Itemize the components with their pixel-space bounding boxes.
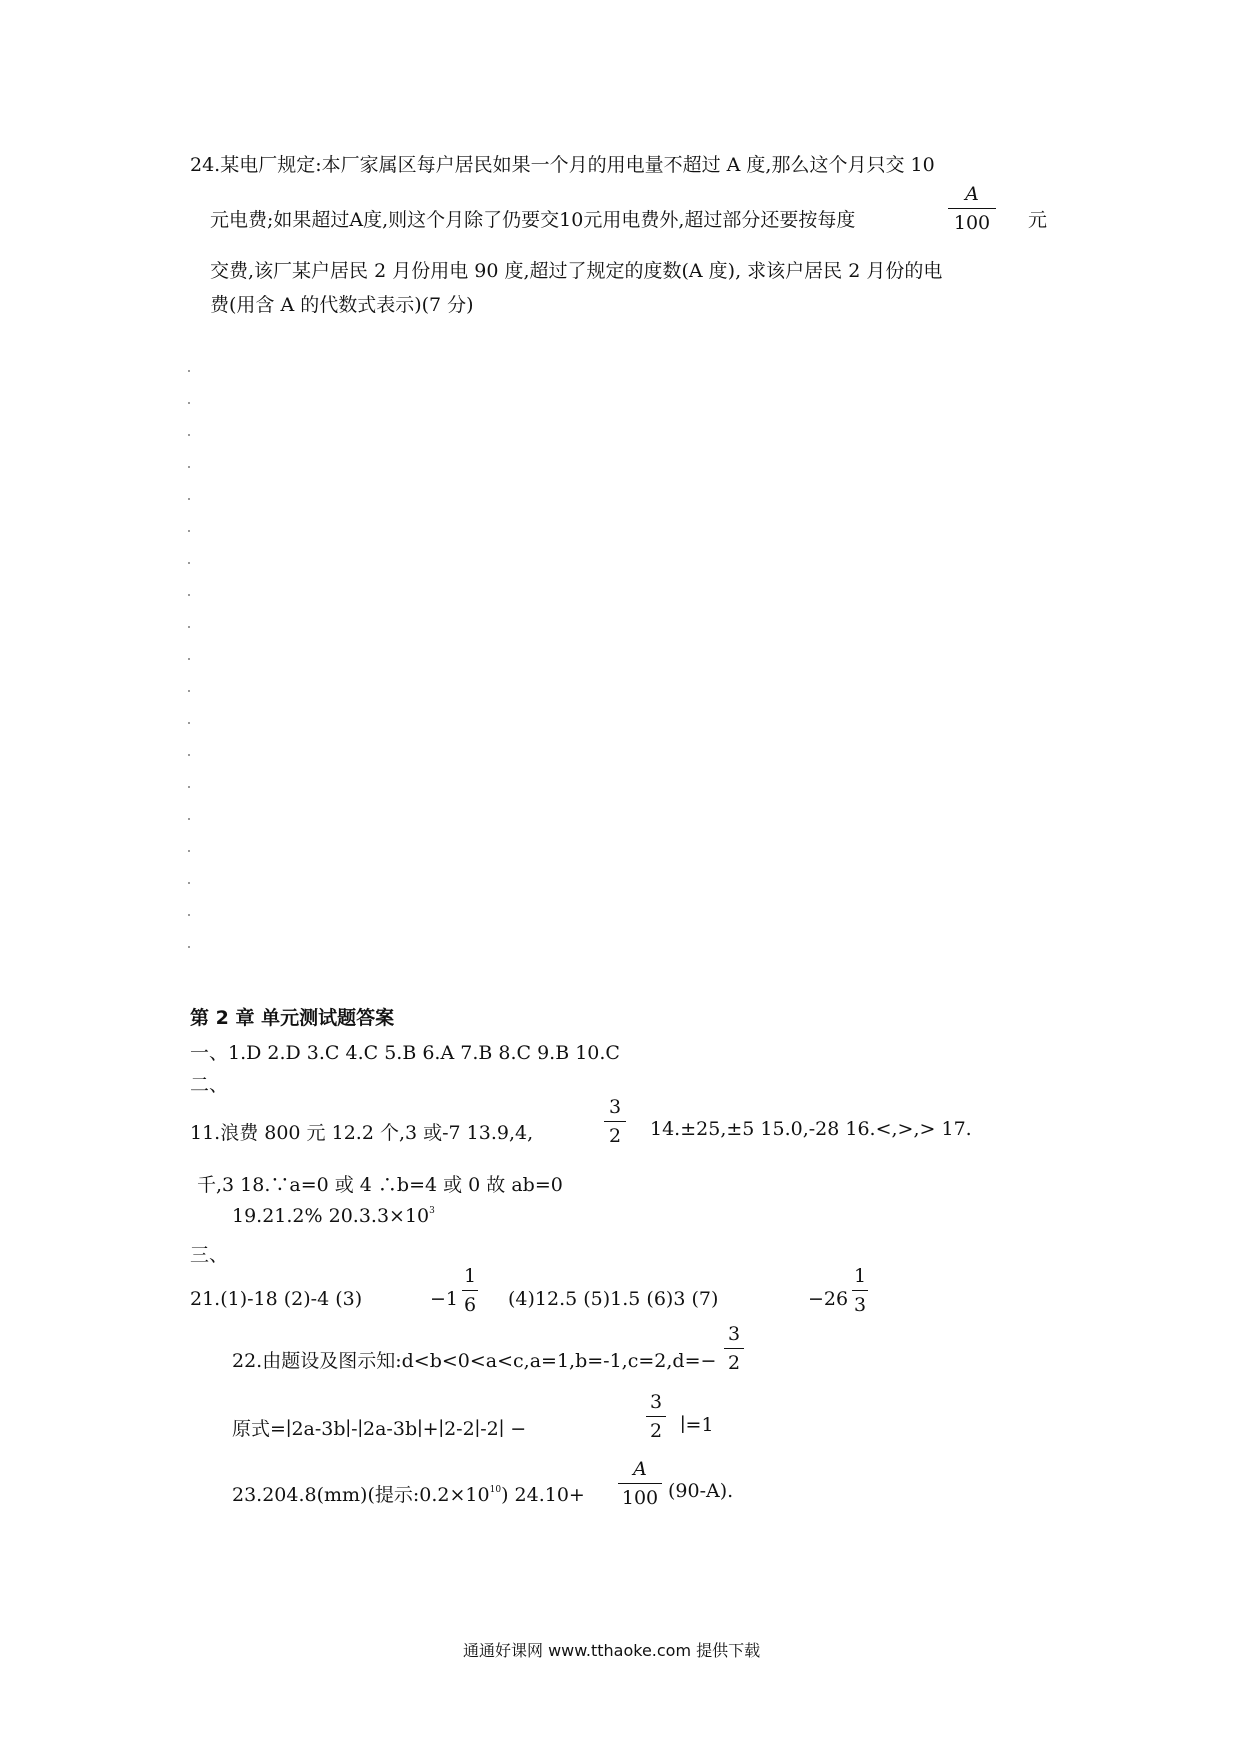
problem-24-fraction: [948, 181, 996, 236]
answers-line-22b-end: ∣=1: [680, 1414, 714, 1436]
fraction-bar: [462, 1290, 478, 1291]
problem-24-line-2-text: 元电费;如果超过A度,则这个月除了仍要交10元用电费外,超过部分还要按每度: [210, 209, 856, 231]
mixed-whole: −1: [430, 1288, 459, 1310]
answers-line-22a: 22.由题设及图示知:d<b<0<a<c,a=1,b=-1,c=2,d=−: [232, 1350, 717, 1372]
fraction-bar: [646, 1416, 666, 1417]
fraction-denominator: 6: [463, 1294, 477, 1316]
answers-line-11a: 11.浪费 800 元 12.2 个,3 或-7 13.9,4,: [190, 1122, 534, 1144]
problem-24-line-2: [210, 205, 855, 232]
answers-line-21b: (4)12.5 (5)1.5 (6)3 (7): [508, 1288, 719, 1310]
answers-line-24-start: ) 24.10+: [501, 1484, 585, 1506]
answers-line-23-text: 23.204.8(mm)(提示:0.2×10: [232, 1484, 490, 1506]
guide-dot: [188, 626, 190, 628]
answers-line-11b: 14.±25,±5 15.0,-28 16.<,>,> 17.: [650, 1118, 972, 1140]
fraction-denominator: 3: [853, 1294, 867, 1316]
minus-sign: −: [510, 1418, 527, 1440]
fraction-bar: [948, 208, 996, 209]
problem-24-unit: 元: [1028, 209, 1048, 231]
answers-line-12: 千,3 18.∵a=0 或 4 ∴b=4 或 0 故 ab=0: [197, 1174, 563, 1196]
answers-line-21a: 21.(1)-18 (2)-4 (3): [190, 1288, 363, 1310]
mixed-number-2-fraction: [852, 1263, 868, 1318]
fraction-numerator: 3: [649, 1391, 663, 1413]
guide-dot: [188, 818, 190, 820]
answers-part-2-label: 二、: [190, 1074, 229, 1096]
page-footer: 通通好课网 www.tthaoke.com 提供下载: [463, 1641, 761, 1660]
answer-13-fraction: [604, 1094, 626, 1149]
problem-24-line-1: 24.某电厂规定:本厂家属区每户居民如果一个月的用电量不超过 A 度,那么这个月只交 10: [190, 154, 935, 176]
fraction-numerator: 1: [853, 1265, 867, 1287]
guide-dot: [188, 594, 190, 596]
fraction-numerator: 3: [608, 1096, 622, 1118]
guide-dot: [188, 786, 190, 788]
answers-line-13: [232, 1205, 435, 1227]
fraction-denominator: 2: [608, 1125, 622, 1147]
mixed-number-1-fraction: [462, 1263, 478, 1318]
guide-dot: [188, 466, 190, 468]
fraction-bar: [618, 1483, 662, 1484]
guide-dot: [188, 754, 190, 756]
guide-dot: [188, 530, 190, 532]
fraction-bar: [724, 1348, 744, 1349]
fraction-bar: [852, 1290, 868, 1291]
fraction-numerator: 3: [727, 1323, 741, 1345]
guide-dot: [188, 882, 190, 884]
guide-dot: [188, 850, 190, 852]
guide-dot: [188, 722, 190, 724]
fraction-numerator: A: [633, 1458, 647, 1480]
guide-dot: [188, 946, 190, 948]
answers-line-24-end: (90-A).: [668, 1480, 734, 1502]
guide-dot: [188, 690, 190, 692]
answer-22b-fraction: [646, 1389, 666, 1444]
answers-line-22b-text: 原式=∣2a-3b∣-∣2a-3b∣+∣2-2∣-2∣: [232, 1418, 505, 1440]
answers-part-3-label: 三、: [190, 1244, 229, 1266]
guide-dot: [188, 498, 190, 500]
guide-dot: [188, 402, 190, 404]
mixed-number-1: [430, 1288, 458, 1310]
answers-line-13-text: 19.21.2% 20.3.3×10: [232, 1205, 430, 1227]
fraction-denominator: 2: [727, 1352, 741, 1374]
fraction-numerator: 1: [463, 1265, 477, 1287]
guide-dot: [188, 914, 190, 916]
fraction-numerator: A: [965, 183, 979, 205]
mixed-whole: −26: [808, 1288, 849, 1310]
mixed-number-2: [808, 1288, 848, 1310]
fraction-denominator: 2: [649, 1420, 663, 1442]
fraction-bar: [604, 1121, 626, 1122]
guide-dot: [188, 434, 190, 436]
answers-part-1: 一、1.D 2.D 3.C 4.C 5.B 6.A 7.B 8.C 9.B 10.C: [190, 1042, 620, 1064]
problem-24-line-4: 费(用含 A 的代数式表示)(7 分): [210, 294, 474, 316]
answers-line-23: [232, 1480, 585, 1507]
answers-title: 第 2 章 单元测试题答案: [190, 1007, 395, 1029]
fraction-denominator: 100: [953, 212, 991, 234]
problem-24-line-3: 交费,该厂某户居民 2 月份用电 90 度,超过了规定的度数(A 度), 求该户居民 2 月份的电: [210, 260, 943, 282]
exponent: 3: [429, 1206, 435, 1216]
fraction-denominator: 100: [621, 1487, 659, 1509]
exponent: 10: [489, 1485, 502, 1495]
answer-22-fraction: [724, 1321, 744, 1376]
guide-dot: [188, 562, 190, 564]
answers-line-22b: [232, 1414, 526, 1441]
guide-dot: [188, 658, 190, 660]
guide-dot: [188, 370, 190, 372]
answer-24-fraction: [618, 1456, 662, 1511]
